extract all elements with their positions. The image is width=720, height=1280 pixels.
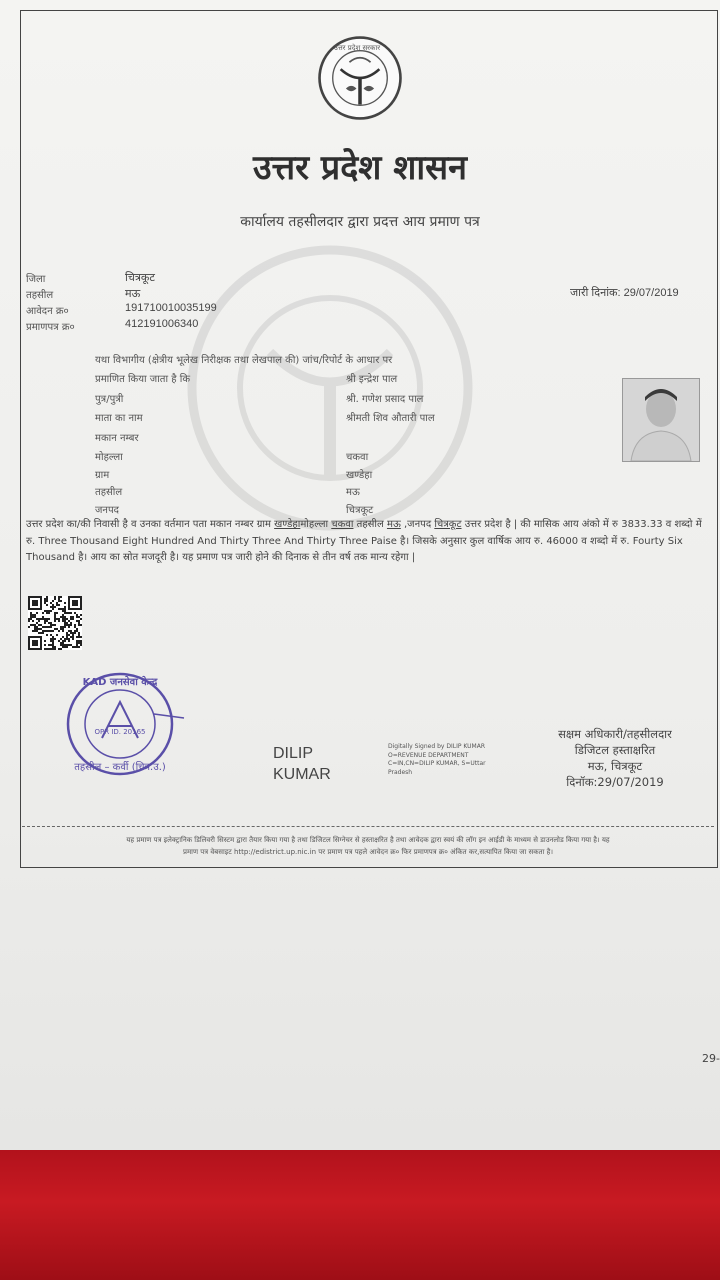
digital-signature-details: Digitally Signed by DILIP KUMAR O=REVENUE DEPARTMENT C=IN,CN=DILIP KUMAR, S=Uttar Pradesh [388, 743, 486, 776]
emblem-ring-text: उत्तर प्रदेश सरकार [334, 44, 381, 52]
official-stamp-icon [62, 668, 186, 780]
certificate-number: 412191006340 [125, 318, 199, 330]
application-label: आवेदन क्र० [26, 306, 69, 317]
detail-label: प्रमाणित किया जाता है कि [95, 374, 191, 385]
tehsil-label: तहसील [26, 290, 54, 301]
svg-text:तहसील – कर्वी (चित्र.उ.): तहसील – कर्वी (चित्र.उ.) [74, 762, 166, 773]
verification-footer: यह प्रमाण पत्र इलेक्ट्रानिक डिलिवरी सिस्टम द्वारा तैयार किया गया है तथा डिजिटल सिग्नेचर से हस्ताक्षरित है तथा आवेदक द्वारा स्वयं की लॉग इन आईडी के माध्यम से डाउनलोड किया गया है। यह प्रमाण पत्र वेबसाइट http://edistrict.up.nic.in पर प्रमाण पत्र पहले आवेदन क्र० फिर प्रमाणपत्र क्र० अंकित कर,सत्यापित किया जा सकता है। [126, 836, 610, 856]
issue-date: जारी दिनांक: 29/07/2019 [570, 287, 679, 299]
background-cloth [0, 1150, 720, 1280]
detail-label: मोहल्ला [95, 452, 123, 463]
detail-value: खण्डेहा [346, 470, 373, 481]
application-number: 191710010035199 [125, 302, 217, 314]
certificate-body: उत्तर प्रदेश का/की निवासी है व उनका वर्तमान पता मकान नम्बर ग्राम खण्डेहामोहल्ला चकवा तहसील मऊ ,जनपद चित्रकूट उत्तर प्रदेश है | की मासिक आय अंको में रु 3833.33 व शब्दो में रु. Three Thousand Eight Hundred And Thirty Three And Thirty Three Paise है। जिसके अनुसार कुल वार्षिक आय रु. 46000 व शब्दो में रु. Fourty Six Thousand है। आय का स्रोत मजदूरी है। यह प्रमाण पत्र जारी होने की दिनाक से तीन वर्ष तक मान्य रहेगा | [26, 519, 702, 563]
detail-value: श्री. गणेश प्रसाद पाल [346, 394, 424, 405]
detail-label: तहसील [95, 487, 123, 498]
detail-label: माता का नाम [95, 413, 143, 424]
qr-code-icon [28, 596, 82, 650]
details-intro: यथा विभागीय (क्षेत्रीय भूलेख निरीक्षक तथा लेखपाल की) जांच/रिपोर्ट के आधार पर [95, 355, 393, 366]
detail-value: मऊ [346, 487, 360, 498]
signatory-name: DILIP KUMAR [273, 745, 331, 783]
detail-label: मकान नम्बर [95, 433, 139, 444]
district-label: जिला [26, 274, 46, 285]
applicant-photo [622, 378, 700, 462]
detail-label: जनपद [95, 505, 119, 516]
document-title: उत्तर प्रदेश शासन [252, 148, 467, 188]
certificate-label: प्रमाणपत्र क्र० [26, 322, 75, 333]
detail-value: श्री इन्द्रेश पाल [346, 374, 398, 385]
detail-label: पुत्र/पुत्री [95, 394, 124, 405]
footer-divider [22, 826, 714, 827]
svg-text:OPR ID. 20165: OPR ID. 20165 [94, 728, 146, 736]
watermark-emblem-icon [180, 238, 480, 538]
page-edge-text: 29- [702, 1052, 720, 1065]
authority-block: सक्षम अधिकारी/तहसीलदार डिजिटल हस्ताक्षरित मऊ, चित्रकूट दिनॉक:29/07/2019 [558, 727, 672, 789]
detail-label: ग्राम [95, 470, 110, 481]
detail-value: चकवा [346, 452, 369, 463]
detail-value: चित्रकूट [346, 505, 374, 516]
district-value: चित्रकूट [125, 271, 155, 284]
detail-value: श्रीमती शिव औतारी पाल [346, 413, 435, 424]
svg-text:KAD जनसेवा केन्द्र: KAD जनसेवा केन्द्र [82, 677, 158, 688]
document-subtitle: कार्यालय तहसीलदार द्वारा प्रदत्त आय प्रमाण पत्र [240, 214, 480, 230]
tehsil-value: मऊ [125, 287, 141, 300]
